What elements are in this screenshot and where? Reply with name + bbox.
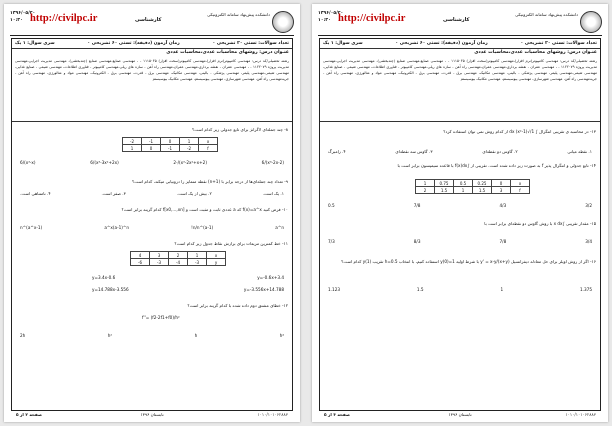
table-q11 <box>130 251 226 266</box>
table-cell: -3 <box>188 259 207 266</box>
table-cell: -1 <box>142 138 161 145</box>
options-q14 <box>328 203 592 208</box>
question-15: ۱۵- مقدار تقریبی ∫x dx با روش گاوس دو نقطه‌ای برابر است با <box>484 221 596 226</box>
page-header <box>10 9 294 36</box>
table-cell: x <box>207 252 226 259</box>
exam-date: ۱۳۹۶/۰۵/۲۰ <box>10 11 36 16</box>
options-q13 <box>328 149 592 154</box>
option-3[interactable]: ۳. گاوس سه نقطه‌ای <box>395 149 433 154</box>
option-3[interactable]: 1.5 <box>416 287 424 292</box>
option-4[interactable]: (a^x-1)^n <box>20 225 43 230</box>
table-cell: x <box>511 180 530 187</box>
table-cell: 2 <box>169 252 188 259</box>
university-name: دانشکده پیش‌نهاد سامانه الکترونیکی <box>207 12 270 17</box>
question-12: ۱۲- خطای مشتق دوم داده شده با کدام گزینه برابر است؟ <box>187 303 288 308</box>
option-4[interactable]: ۴. نامتناهی است. <box>20 191 51 196</box>
question-10: ۱۰- فرض کنید f(x)=a^x که a عددی ثابت و مثبت است و f[x0,...,xn] کدام گزینه برابر است؟ <box>121 207 288 212</box>
option-1[interactable]: h⁴ <box>279 333 284 338</box>
table-q14 <box>415 179 530 194</box>
table-cell: -1 <box>161 145 180 152</box>
option-3[interactable]: 8/3 <box>413 239 421 244</box>
question-8: ۸- چند جمله‌ای لاگرانژ برای تابع جدولی زیر کدام است؟ <box>192 127 288 132</box>
options-q11-row1 <box>92 275 284 280</box>
table-cell: 1.5 <box>435 187 454 194</box>
option-4[interactable]: 0.5 <box>328 203 335 208</box>
divider <box>320 121 600 122</box>
table-cell: 1 <box>454 187 473 194</box>
table-cell: -4 <box>169 259 188 266</box>
option-3[interactable]: y=-3.556x+14.788 <box>243 287 284 292</box>
option-2[interactable]: 4/3 <box>499 203 507 208</box>
field-of-study: رشته تحصیلی/کد درس: مهندسی کامپیوتر(نرم افزار)،مهندسی کامپیوتر(سخت افزار) ۱۱۱۵۰۴۵ - ، مهندسی صنایع،مهندسی صنایع (چندبخشی)، مهندسی مدیریت اجرایی،مهندسی مدیریت پروژه ۱۱۲۲۰۷۹ - ، مهندسی عمران - نقشه برداری،مهندسی عمران،مهندسی راه آهن - سازه های ریلی،مهندسی کامپیوتر - فناوری اطلاعات، مهندسی شیمی - صنایع غذایی، مهندسی شیمی،مهندسی پلیمر، مهندسی پزشکی - بالینی، مهندسی مکانیک، مهندسی برق - قدرت، مهندسی برق - الکترونیک، مهندسی مواد و متالورژی، مهندسی راه آهن - جریه‌‌مهندسی راه آهن، مهندسی شهرسازی، مهندسی بیوسیستم، مهندسی مکانیک بیوسیستم <box>323 59 598 81</box>
option-1[interactable]: 3/4 <box>585 239 592 244</box>
university-name: دانشکده پیش‌نهاد سامانه الکترونیکی <box>515 12 578 17</box>
table-cell: 0 <box>142 145 161 152</box>
option-1[interactable]: ۱. نقطه میانی <box>567 149 592 154</box>
degree-label: کارشناسی <box>134 17 162 23</box>
course-title: عنـوان درس: روشهای محاسبات عددی،محاسبات عددی <box>166 50 289 55</box>
course-title: عنـوان درس: روشهای محاسبات عددی،محاسبات عددی <box>474 50 597 55</box>
option-4[interactable]: 2h <box>20 333 26 338</box>
option-1[interactable]: 1.375 <box>580 287 592 292</box>
option-1[interactable]: y=-0.6x+3.4 <box>257 275 284 280</box>
page-number: صفحه ۳ از ۵ <box>324 412 350 417</box>
table-cell: 0.25 <box>473 180 492 187</box>
option-3[interactable]: (x³-3x²+2x)/6 <box>90 160 119 165</box>
table-cell: 1 <box>180 138 199 145</box>
table-cell: 1 <box>416 180 435 187</box>
question-14: ۱۴- تابع جدولی و انتگرال پذیر f به صورت زیر داده شده است. تقریبی از ∫f(x)dx با قاعده سیمپسون برابر است با <box>397 163 596 168</box>
table-cell: 0 <box>161 138 180 145</box>
option-4[interactable]: ۴. رامبرگ <box>328 149 346 154</box>
option-3[interactable]: ۳. صفر است. <box>101 191 126 196</box>
table-cell: 4 <box>131 252 150 259</box>
university-logo <box>272 11 294 33</box>
page-number: صفحه ۲ از ۵ <box>16 412 42 417</box>
question-series: سری سوال: ۱ یک <box>323 41 363 46</box>
question-count: تعداد سوالات: تستی ۲۰ تشریحی ۰ <box>212 41 289 46</box>
table-cell: x <box>199 138 218 145</box>
table-cell: f <box>199 145 218 152</box>
page-footer <box>320 411 600 420</box>
options-q11-row2 <box>92 287 284 292</box>
page-header <box>318 9 602 36</box>
options-q12 <box>20 333 284 338</box>
option-4[interactable]: 7/3 <box>328 239 335 244</box>
divider <box>12 121 292 122</box>
options-q15 <box>328 239 592 244</box>
options-q10 <box>20 225 284 230</box>
question-16: ۱۶- اگر از روش اویلر برای حل معادله دیفرانسیل y' = x-y/(x+y) با شرط اولیه y(0)=1 استفاده کنیم، با انتخاب h=0.5 تقریب y(1) کدام است؟ <box>341 259 596 264</box>
formula-q12: f''= (f2-2f1+f0)/h² <box>142 315 180 320</box>
option-4[interactable]: 1.123 <box>328 287 341 292</box>
exam-duration: زمان آزمون (دقیقه): تستی ۶۰ تشریحی ۰ <box>395 41 488 46</box>
university-logo <box>580 11 602 33</box>
table-cell: 0.75 <box>435 180 454 187</box>
site-url[interactable]: http://civilpc.ir <box>30 13 98 24</box>
options-q16 <box>328 287 592 292</box>
exam-code: ۱۰۱۰/۱۰۱۰۶۲۸۸۳ <box>257 412 288 417</box>
option-2[interactable]: h <box>194 333 198 338</box>
exam-time: ۱۰:۳۰ <box>318 18 331 23</box>
option-4[interactable]: (x³-x)/6 <box>20 160 36 165</box>
exam-time: ۱۰:۳۰ <box>10 18 23 23</box>
exam-code: ۱۰۱۰/۱۰۱۰۶۲۸۸۳ <box>565 412 596 417</box>
table-q8 <box>122 137 218 152</box>
options-q8 <box>20 160 284 165</box>
table-cell: -2 <box>123 138 142 145</box>
table-cell: 3 <box>492 187 511 194</box>
option-1[interactable]: ۱. یک است. <box>262 191 284 196</box>
question-9: ۹- تعداد چند جمله‌ای‌ها از درجه برابر با (n+1) نقطه متمایز را درونیابی میکند، کدام است؟ <box>131 179 288 184</box>
table-cell: 1.5 <box>473 187 492 194</box>
table-cell: 1 <box>123 145 142 152</box>
option-1[interactable]: 3/2 <box>585 203 592 208</box>
exam-duration: زمان آزمون (دقیقه): تستی ۶۰ تشریحی ۰ <box>87 41 180 46</box>
table-cell: f <box>511 187 530 194</box>
table-cell: y <box>207 259 226 266</box>
exam-info-row <box>320 39 600 49</box>
table-cell: -3 <box>150 259 169 266</box>
table-cell: 3 <box>150 252 169 259</box>
table-cell: 0.5 <box>454 180 473 187</box>
option-2[interactable]: (a-1)^n/n! <box>191 225 214 230</box>
page-footer <box>12 411 292 420</box>
term-label: تابستان ۱۳۹۶ <box>140 412 164 417</box>
question-11: ۱۱- خط کمترین مربعات برای برازش نقاط جدول زیر کدام است؟ <box>174 241 288 246</box>
exam-page-right <box>312 4 608 422</box>
option-2[interactable]: (x³-2x²+x+2)/-2 <box>173 160 207 165</box>
exam-frame <box>11 38 293 417</box>
site-url[interactable]: http://civilpc.ir <box>338 13 406 24</box>
exam-page-left <box>4 4 300 422</box>
question-13: ۱۳- در محاسبه ی تقریبی انتگرال ∫ 1/√(1-x²) dx از کدام روش نمی توان استفاده کرد؟ <box>443 129 596 134</box>
option-2[interactable]: ۲. بیش از یک است. <box>176 191 212 196</box>
option-2[interactable]: 1 <box>500 287 504 292</box>
options-q9 <box>20 191 284 196</box>
option-3[interactable]: 7/8 <box>413 203 421 208</box>
table-cell: -2 <box>180 145 199 152</box>
exam-frame <box>319 38 601 417</box>
degree-label: کارشناسی <box>442 17 470 23</box>
option-2[interactable]: 7/8 <box>499 239 507 244</box>
option-4[interactable]: y=14.788x-3.556 <box>92 287 129 292</box>
table-cell: 2 <box>416 187 435 194</box>
exam-date: ۱۳۹۶/۰۵/۲۰ <box>318 11 344 16</box>
field-of-study: رشته تحصیلی/کد درس: مهندسی کامپیوتر(نرم افزار)،مهندسی کامپیوتر(سخت افزار) ۱۱۱۵۰۴۵ - ، مهندسی صنایع،مهندسی صنایع (چندبخشی)، مهندسی مدیریت اجرایی،مهندسی مدیریت پروژه ۱۱۲۲۰۷۹ - ، مهندسی عمران - نقشه برداری،مهندسی عمران،مهندسی راه آهن - سازه های ریلی،مهندسی کامپیوتر - فناوری اطلاعات، مهندسی شیمی - صنایع غذایی، مهندسی شیمی،مهندسی پلیمر، مهندسی پزشکی - بالینی، مهندسی مکانیک، مهندسی برق - قدرت، مهندسی برق - الکترونیک، مهندسی مواد و متالورژی، مهندسی راه آهن - جریه‌‌مهندسی راه آهن، مهندسی شهرسازی، مهندسی بیوسیستم، مهندسی مکانیک بیوسیستم <box>15 59 290 81</box>
table-cell: -6 <box>131 259 150 266</box>
option-3[interactable]: a^x(a-1)^n <box>104 225 130 230</box>
option-1[interactable]: a^n <box>275 225 284 230</box>
term-label: تابستان ۱۳۹۶ <box>448 412 472 417</box>
option-1[interactable]: (x³-2x-2)/6 <box>261 160 284 165</box>
option-3[interactable]: h² <box>107 333 113 338</box>
exam-info-row <box>12 39 292 49</box>
table-cell: 0 <box>492 180 511 187</box>
question-count: تعداد سوالات: تستی ۲۰ تشریحی ۰ <box>520 41 597 46</box>
question-series: سری سوال: ۱ یک <box>15 41 55 46</box>
table-cell: 1 <box>188 252 207 259</box>
option-2[interactable]: y=3.4x-0.6 <box>92 275 116 280</box>
option-2[interactable]: ۲. گاوس دو نقطه‌ای <box>482 149 518 154</box>
